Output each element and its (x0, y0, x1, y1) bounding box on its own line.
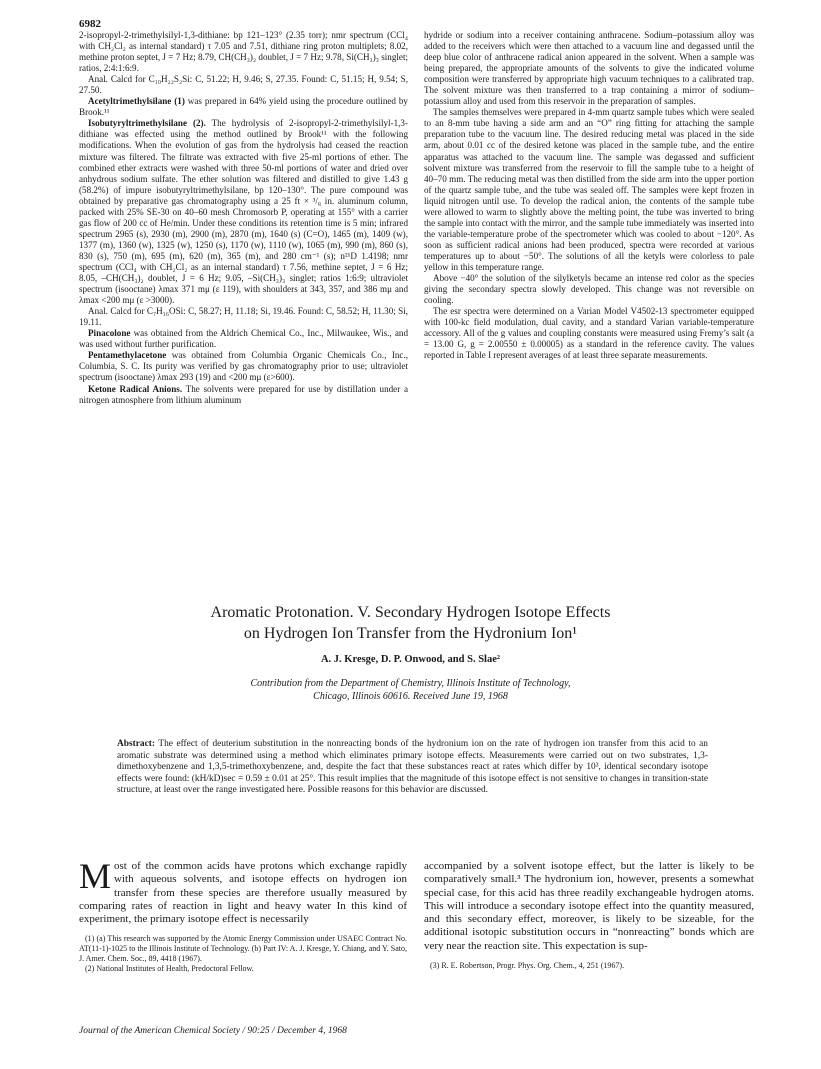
left-paragraph (79, 30, 408, 74)
paragraph-text: The samples themselves were prepared in 4-mm quartz sample tubes which were sealed to an 8-mm tube having a side arm and an “O” ring fitting for attaching the sample preparation tube to the vacuum line. The desired reducing metal was placed in the side arm, about 0.01 cc of the desired ketone was placed in the sample tube, and the entire apparatus was attached to the vacuum line. The sample was degassed and sufficient solvent mixture was transferred from the reservoir to fill the sample tube to a height of 40–70 mm. The reducing metal was then distilled from the side arm into the upper portion of the quartz sample tube, and the tube was sealed off. The samples were kept frozen in liquid nitrogen until use. To develop the radical anion, the contents of the sample tube were allowed to warm to slightly above the melting point, the tube was inverted to bring the sample into contact with the mirror, and the sample tube immediately was inserted into the variable-temperature probe of the spectrometer which was cooled to about −120°. As soon as sufficient radical anions had been produced, spectra were recorded at various temperatures up to about −50°. The solutions of all the ketyls were colorless to pale yellow in this temperature range. (424, 107, 754, 272)
paragraph-heading: Pentamethylacetone (88, 350, 167, 361)
affiliation-line-2: Chicago, Illinois 60616. Received June 19, 1968 (313, 691, 508, 702)
body-right-column (424, 860, 754, 971)
paragraph-heading: Pinacolone (88, 328, 131, 339)
left-paragraph (79, 350, 408, 383)
footnotes-right (424, 961, 754, 971)
drop-cap: M (79, 856, 112, 896)
left-paragraph (79, 96, 408, 118)
paragraph-text: 2-isopropyl-2-trimethylsilyl-1,3-dithiane: bp 121–123° (2.35 torr); nmr spectrum (CCl₄ with CH₂Cl₂ as internal standard) τ 7.05 and 7.51, dithiane ring proton multiplets; 8.02, methine proton septet, J = 7 Hz; 8.79, CH(CH₃)₂ doublet, J = 7 Hz; 9.78, Si(CH₃)₃ singlet; ratios, 2:4:1:6:9. (79, 30, 408, 74)
affiliation-line-1: Contribution from the Department of Chemistry, Illinois Institute of Technology, (250, 678, 571, 689)
journal-footer: Journal of the American Chemical Society / 90:25 / December 4, 1968 (79, 1026, 347, 1036)
title-line-2: on Hydrogen Ion Transfer from the Hydronium Ion¹ (243, 625, 578, 642)
footnotes-left (79, 934, 407, 973)
experimental-right-column (424, 30, 754, 361)
left-paragraph (79, 328, 408, 350)
paragraph-text: Anal. Calcd for C₁₀H₂₂S₂Si: C, 51.22; H, 9.46; S, 27.35. Found: C, 51.15; H, 9.54; S, 27.50. (79, 74, 408, 96)
right-paragraph (424, 273, 754, 306)
body-right-text: accompanied by a solvent isotope effect, but the latter is likely to be comparatively small.³ The hydronium ion, however, presents a somewhat special case, for this acid has three readily exchangeable hydrogen atoms. This will introduce a secondary isotope effect into the quantity measured, and this secondary effect, moreover, is likely to be sizeable, for the additional isotopic substitution occurs in “nonreacting” bonds which are very near the reaction site. This expectation is sup- (424, 860, 754, 952)
paragraph-text: was obtained from the Aldrich Chemical Co., Inc., Milwaukee, Wis., and was used without further purification. (79, 328, 408, 350)
page-number: 6982 (79, 18, 101, 30)
right-paragraph (424, 30, 754, 107)
article-title (0, 602, 821, 644)
paragraph-text: hydride or sodium into a receiver containing anthracene. Sodium–potassium alloy was added to the receivers which were then attached to a vacuum line and degassed until the deep blue color of anthracene radical anion appeared in the solvent. When a sample was being prepared, the appropriate amounts of the solvents to give the indicated volume composition were transferred by appropriate high vacuum techniques to a calibrated trap. The solvent mixture was then transferred to a trap containing a mirror of sodium–potassium alloy and used from this reservoir in the preparation of samples. (424, 30, 754, 107)
paragraph-text: was obtained from Columbia Organic Chemicals Co., Inc., Columbia, S. C. Its purity was verified by gas chromatography prior to use; ultraviolet spectrum (isooctane) λmax 293 (19) and <200 mμ (ε>600). (79, 350, 408, 383)
body-left-column (79, 856, 407, 974)
paragraph-heading: Acetyltrimethylsilane (1) (88, 96, 185, 107)
body-left-text: ost of the common acids have protons which exchange rapidly with aqueous solvents, and isotope effects on hydrogen ion transfer from these species are therefore usually measured by comparing rates of reaction in light and heavy water In this kind of experiment, the primary isotope effect is necessarily (79, 860, 407, 926)
abstract-text: The effect of deuterium substitution in the nonreacting bonds of the hydronium ion on the rate of hydrogen ion transfer from this acid to an aromatic substrate was determined using a method which eliminates primary isotope effects. Measurements were carried out on two substrates, 1,3-dimethoxybenzene and 1,3,5-trimethoxybenzene, and, despite the fact that these substances react at rates which differ by 10³, identical secondary isotope effects were found: (kH/kD)sec = 0.59 ± 0.01 at 25°. This result implies that the magnitude of this isotope effect is not sensitive to changes in transition-state structure, at least over the range investigated here. Possible reasons for this behavior are discussed. (117, 739, 708, 795)
left-paragraph (79, 306, 408, 328)
right-paragraph (424, 107, 754, 273)
left-paragraph (79, 118, 408, 306)
left-paragraph (79, 74, 408, 96)
footnote: (1) (a) This research was supported by the Atomic Energy Commission under USAEC Contract No. AT(11-1)-1025 to the Illinois Institute of Technology. (b) Part IV: A. J. Kresge, Y. Chiang, and Y. Sato, J. Amer. Chem. Soc., 89, 4418 (1967). (79, 934, 407, 964)
paragraph-text: was prepared in 64% yield using the procedure outlined by Brook.¹¹ (79, 96, 408, 118)
paragraph-text: The esr spectra were determined on a Varian Model V4502-13 spectrometer equipped with 100-kc field modulation, dual cavity, and a standard Varian variable-temperature accessory. All of the g values and coupling constants were measured using Fremy’s salt (a = 13.00 G, g = 2.00550 ± 0.00005) as a standard in the reference cavity. The values reported in Table I represent averages of at least three separate measurements. (424, 306, 754, 361)
paragraph-text: Above −40° the solution of the silylketyls became an intense red color as the species giving the secondary spectra slowly developed. This change was not reversible on cooling. (424, 273, 754, 306)
paragraph-heading: Isobutyryltrimethylsilane (2). (88, 118, 206, 129)
left-paragraph (79, 384, 408, 406)
affiliation (0, 677, 821, 703)
authors: A. J. Kresge, D. P. Onwood, and S. Slae² (320, 654, 501, 665)
footnote: (2) National Institutes of Health, Predoctoral Fellow. (85, 963, 254, 973)
experimental-left-column (79, 30, 408, 406)
title-line-1: Aromatic Protonation. V. Secondary Hydrogen Isotope Effects (210, 604, 611, 621)
paragraph-heading: Ketone Radical Anions. (88, 383, 183, 394)
abstract (117, 739, 708, 797)
paragraph-text: The hydrolysis of 2-isopropyl-2-trimethylsilyl-1,3-dithiane was effected using the method outlined by Brook¹¹ with the following modifications. When the evolution of gas from the hydrolysis had ceased the reaction mixture was filtered. The filtrate was extracted with five 25-ml portions of ether. The combined ether extracts were washed with three 50-ml portions of water and dried over anhydrous sodium sulfate. The ether solution was filtered and distilled to give 1.43 g (58.2%) of impure isobutyryltrimethylsilane, bp 120–130°. The pure compound was obtained by preparative gas chromatography using a 25 ft × ³/₈ in. aluminum column, packed with 25% SE-30 on 40–60 mesh Chromosorb P, operating at 155° with a carrier gas flow of 200 cc of He/min. Under these conditions its retention time is 5 min; infrared spectrum 2965 (s), 2930 (m), 2900 (m), 2870 (m), 1640 (s) (C=O), 1465 (m), 1409 (w), 1377 (m), 1360 (w), 1325 (w), 1250 (s), 1170 (w), 1110 (w), 1065 (m), 990 (m), 860 (s), 830 (s), 750 (m), 695 (m), 620 (m), 365 (m), and 280 cm⁻¹ (s); n²¹D 1.4198; nmr spectrum (CCl₄ with CH₂Cl₂ as an internal standard) τ 7.56, methine septet, J = 6 Hz; 8.05, –CH(CH₃)₂ doublet, J = 6 Hz; 9.05, –Si(CH₃)₃ singlet; ratios 1:6:9; ultraviolet spectrum (isooctane) λmax 371 mμ (ε 119), with shoulders at 343, 357, and 386 mμ and λmax <200 mμ (ε >3000). (79, 118, 409, 306)
abstract-label: Abstract: (117, 739, 156, 749)
right-paragraph (424, 306, 754, 361)
paragraph-text: Anal. Calcd for C₇H₁₆OSi: C, 58.27; H, 11.18; Si, 19.46. Found: C, 58.52; H, 11.30; Si, 19.11. (79, 306, 408, 328)
paragraph-text: The solvents were prepared for use by distillation under a nitrogen atmosphere from lithium aluminum (79, 383, 408, 405)
footnote: (3) R. E. Robertson, Progr. Phys. Org. Chem., 4, 251 (1967). (430, 961, 625, 971)
